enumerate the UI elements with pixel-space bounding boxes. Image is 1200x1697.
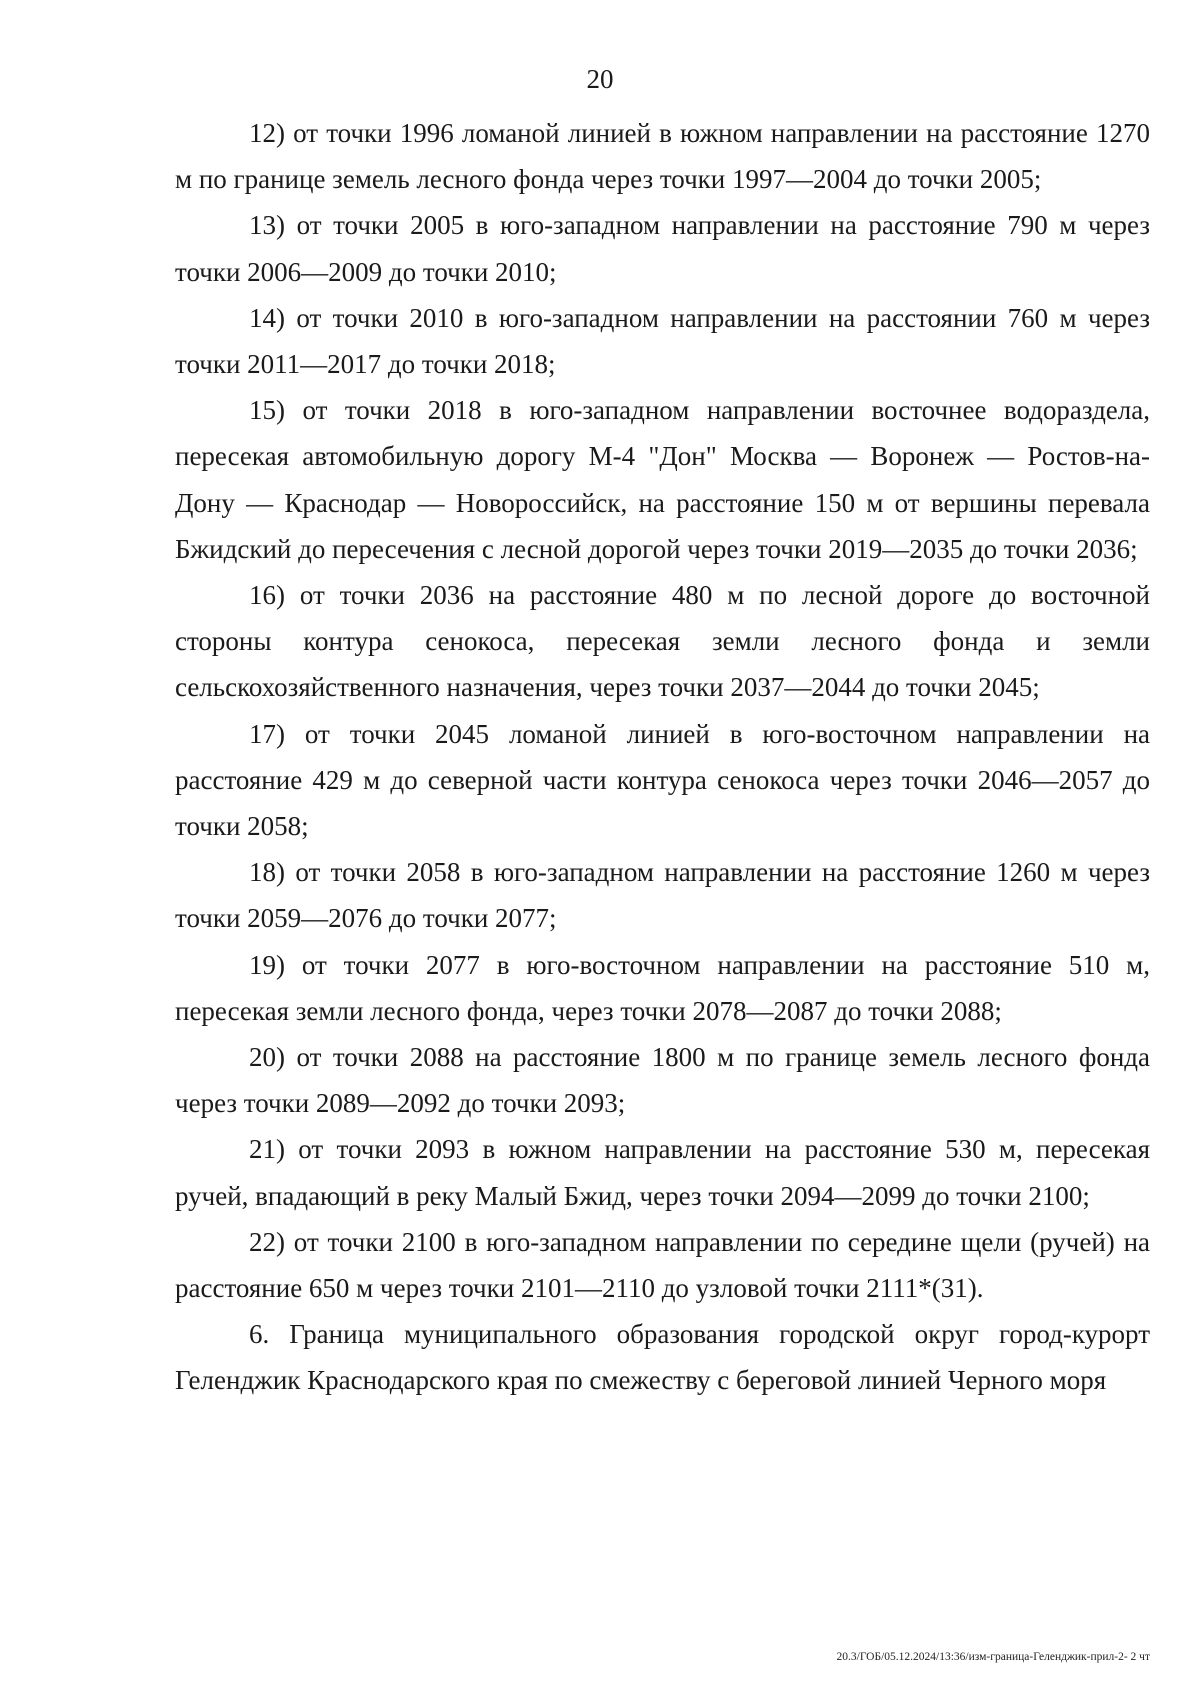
paragraph-21: 21) от точки 2093 в южном направлении на расстояние 530 м, пересекая ручей, впадающий в реку Малый Бжид, через точки 2094—2099 до точки 2100; <box>175 1134 1150 1211</box>
document-body <box>175 110 1150 1404</box>
section-6-paragraph: 6. Граница муниципального образования городской округ город-курорт Геленджик Краснодарского края по смежеству с береговой линией Черного моря <box>175 1319 1150 1396</box>
paragraph-18: 18) от точки 2058 в юго-западном направлении на расстояние 1260 м через точки 2059—2076 до точки 2077; <box>175 857 1150 934</box>
paragraph-16: 16) от точки 2036 на расстояние 480 м по лесной дороге до восточной стороны контура сенокоса, пересекая земли лесного фонда и земли сельскохозяйственного назначения, через точки 2037—2044 до точки 2045; <box>175 580 1150 703</box>
paragraph-12: 12) от точки 1996 ломаной линией в южном направлении на расстояние 1270 м по границе земель лесного фонда через точки 1997—2004 до точки 2005; <box>175 118 1150 195</box>
paragraph-15: 15) от точки 2018 в юго-западном направлении восточнее водораздела, пересекая автомобильную дорогу М-4 "Дон" Москва — Воронеж — Ростов-на-Дону — Краснодар — Новороссийск, на расстояние 150 м от вершины перевала Бжидский до пересечения с лесной дорогой через точки 2019—2035 до точки 2036; <box>175 395 1150 564</box>
paragraph-14: 14) от точки 2010 в юго-западном направлении на расстоянии 760 м через точки 2011—2017 до точки 2018; <box>175 302 1150 380</box>
document-footer-code: 20.3/ГОБ/05.12.2024/13:36/изм-граница-Геленджик-прил-2- 2 чт <box>836 1651 1150 1663</box>
paragraph-22: 22) от точки 2100 в юго-западном направлении по середине щели (ручей) на расстояние 650 м через точки 2101—2110 до узловой точки 2111*(31). <box>175 1226 1150 1304</box>
page-number: 20 <box>586 64 614 94</box>
paragraph-20: 20) от точки 2088 на расстояние 1800 м по границе земель лесного фонда через точки 2089—2092 до точки 2093; <box>175 1042 1150 1119</box>
paragraph-19: 19) от точки 2077 в юго-восточном направлении на расстояние 510 м, пересекая земли лесного фонда, через точки 2078—2087 до точки 2088; <box>175 949 1150 1026</box>
paragraph-17: 17) от точки 2045 ломаной линией в юго-восточном направлении на расстояние 429 м до северной части контура сенокоса через точки 2046—2057 до точки 2058; <box>175 718 1150 842</box>
paragraph-13: 13) от точки 2005 в юго-западном направлении на расстояние 790 м через точки 2006—2009 до точки 2010; <box>175 210 1150 287</box>
